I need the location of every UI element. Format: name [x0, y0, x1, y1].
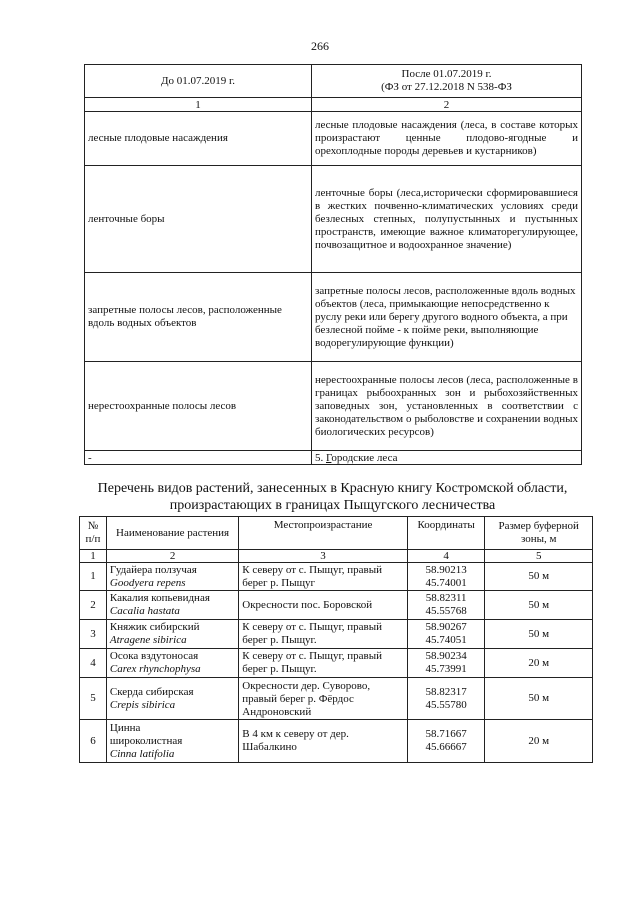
table-row	[80, 649, 593, 678]
species-name	[106, 620, 238, 649]
coord-lon: 45.55768	[425, 605, 467, 617]
species-buffer: 50 м	[485, 563, 593, 591]
row-after-rest: ородские леса	[331, 451, 398, 464]
header-after-line2: (ФЗ от 27.12.2018 N 538-ФЗ	[381, 81, 512, 93]
row-before: ленточные боры	[85, 166, 312, 273]
row-after: нерестоохранные полосы лесов (леса, расположенные в границах рыбоохранных зон и рыбохозяйственных заповедных зон, установленных в соответствии с законодательством о рыболовстве и сохранении водных биологических ресурсов)	[312, 362, 582, 451]
coord-lon: 45.66667	[425, 741, 467, 753]
species-name-lat: Cacalia hastata	[109, 605, 180, 617]
species-name-lat: Carex rhynchophysa	[109, 663, 201, 675]
species-coords	[407, 591, 485, 620]
coord-lon: 45.74001	[425, 576, 467, 589]
header-num: № п/п	[80, 517, 107, 550]
species-name	[106, 591, 238, 620]
coord-lat: 58.90234	[425, 650, 467, 662]
row-after	[312, 451, 582, 465]
row-after-prefix: 5.	[315, 451, 326, 464]
header-name: Наименование растения	[106, 517, 238, 550]
table-header-row	[80, 517, 593, 550]
species-name-ru: Осока вздутоносая	[109, 650, 199, 662]
coord-lat: 58.90267	[425, 621, 467, 633]
table-row	[85, 166, 582, 273]
row-before: лесные плодовые насаждения	[85, 112, 312, 166]
table-header-row	[85, 65, 582, 98]
row-after: запретные полосы лесов, расположенные вдоль водных объектов (леса, примыкающие непосредственно к руслу реки или берегу другого водного объекта, а при безлесной пойме - к пойме реки, выполняющие водорегулирующие функции)	[312, 273, 582, 362]
coord-lat: 58.90213	[425, 563, 467, 576]
column-number-row	[85, 98, 582, 112]
coord-lat: 58.82317	[425, 685, 467, 698]
species-name	[106, 563, 238, 591]
table-row	[80, 720, 593, 763]
forest-category-comparison-table	[84, 64, 582, 465]
species-name-lat: Crepis sibirica	[109, 698, 176, 711]
species-name	[106, 720, 238, 763]
species-buffer: 20 м	[485, 720, 593, 763]
table-row	[80, 678, 593, 720]
species-place: Окресности дер. Суворово, правый берег р. Фёрдос Андроновский	[239, 678, 408, 720]
red-book-species-table	[79, 516, 593, 763]
header-after	[312, 65, 582, 98]
header-coords: Координаты	[407, 517, 485, 550]
species-name	[106, 678, 238, 720]
species-coords	[407, 720, 485, 763]
row-number: 1	[80, 563, 107, 591]
species-buffer: 50 м	[485, 620, 593, 649]
row-number: 4	[80, 649, 107, 678]
row-number: 5	[80, 678, 107, 720]
table-row	[80, 620, 593, 649]
column-number-row	[80, 550, 593, 563]
table-row	[85, 112, 582, 166]
table-row	[85, 273, 582, 362]
coord-lat: 58.82311	[425, 592, 467, 604]
column-number: 3	[239, 550, 408, 563]
species-name-lat: Goodyera repens	[109, 576, 186, 589]
species-place: К северу от с. Пыщуг, правый берег р. Пыщуг.	[239, 649, 408, 678]
species-name-lat: Atragene sibirica	[109, 634, 187, 646]
species-name-ru: широколистная	[109, 734, 183, 747]
section-title: Перечень видов растений, занесенных в Красную книгу Костромской области, произрастающих в границах Пыщугского лесничества	[97, 481, 568, 513]
row-before: -	[85, 451, 312, 465]
header-after-line1: После 01.07.2019 г.	[401, 68, 492, 80]
species-name	[106, 649, 238, 678]
coord-lat: 58.71667	[425, 728, 467, 740]
column-number: 1	[85, 98, 312, 112]
coord-lon: 45.73991	[425, 663, 467, 675]
species-place: Окресности пос. Боровской	[239, 591, 408, 620]
species-coords	[407, 620, 485, 649]
species-name-ru: Гудайера ползучая	[109, 563, 197, 576]
species-name-ru: Княжик сибирский	[109, 621, 200, 633]
row-number: 2	[80, 591, 107, 620]
species-place: К северу от с. Пыщуг, правый берег р. Пыщуг	[239, 563, 408, 591]
species-name-lat: Cinna latifolia	[109, 747, 175, 760]
row-number: 3	[80, 620, 107, 649]
species-place: К северу от с. Пыщуг, правый берег р. Пыщуг.	[239, 620, 408, 649]
column-number: 5	[485, 550, 593, 563]
header-place: Местопроизрастание	[239, 517, 408, 550]
coord-lon: 45.74051	[425, 634, 467, 646]
species-name-ru: Скерда сибирская	[109, 685, 194, 698]
species-coords	[407, 563, 485, 591]
row-after: ленточные боры (леса,исторически сформировавшиеся в жестких почвенно-климатических условиях среди безлесных степных, полупустынных и пустынных пространств, имеющие важное климаторегулирующее, почвозащитное и водоохранное значение)	[312, 166, 582, 273]
species-place: В 4 км к северу от дер. Шабалкино	[239, 720, 408, 763]
header-before: До 01.07.2019 г.	[85, 65, 312, 98]
row-before: нерестоохранные полосы лесов	[85, 362, 312, 451]
species-name-ru: Какалия копьевидная	[109, 592, 210, 604]
table-row	[85, 451, 582, 465]
row-after: лесные плодовые насаждения (леса, в составе которых произрастают ценные плодово-ягодные и орехоплодные породы деревьев и кустарников)	[312, 112, 582, 166]
species-coords	[407, 649, 485, 678]
species-name-ru: Цинна	[109, 721, 141, 734]
species-coords	[407, 678, 485, 720]
species-buffer: 20 м	[485, 649, 593, 678]
species-buffer: 50 м	[485, 678, 593, 720]
column-number: 1	[80, 550, 107, 563]
row-before: запретные полосы лесов, расположенные вдоль водных объектов	[85, 273, 312, 362]
header-buffer: Размер буферной зоны, м	[485, 517, 593, 550]
row-after-underlined: Г	[326, 451, 332, 464]
column-number: 4	[407, 550, 485, 563]
table-row	[80, 563, 593, 591]
page-number: 266	[311, 39, 329, 53]
table-row	[85, 362, 582, 451]
row-number: 6	[80, 720, 107, 763]
column-number: 2	[106, 550, 238, 563]
column-number: 2	[312, 98, 582, 112]
coord-lon: 45.55780	[425, 698, 467, 711]
table-row	[80, 591, 593, 620]
species-buffer: 50 м	[485, 591, 593, 620]
